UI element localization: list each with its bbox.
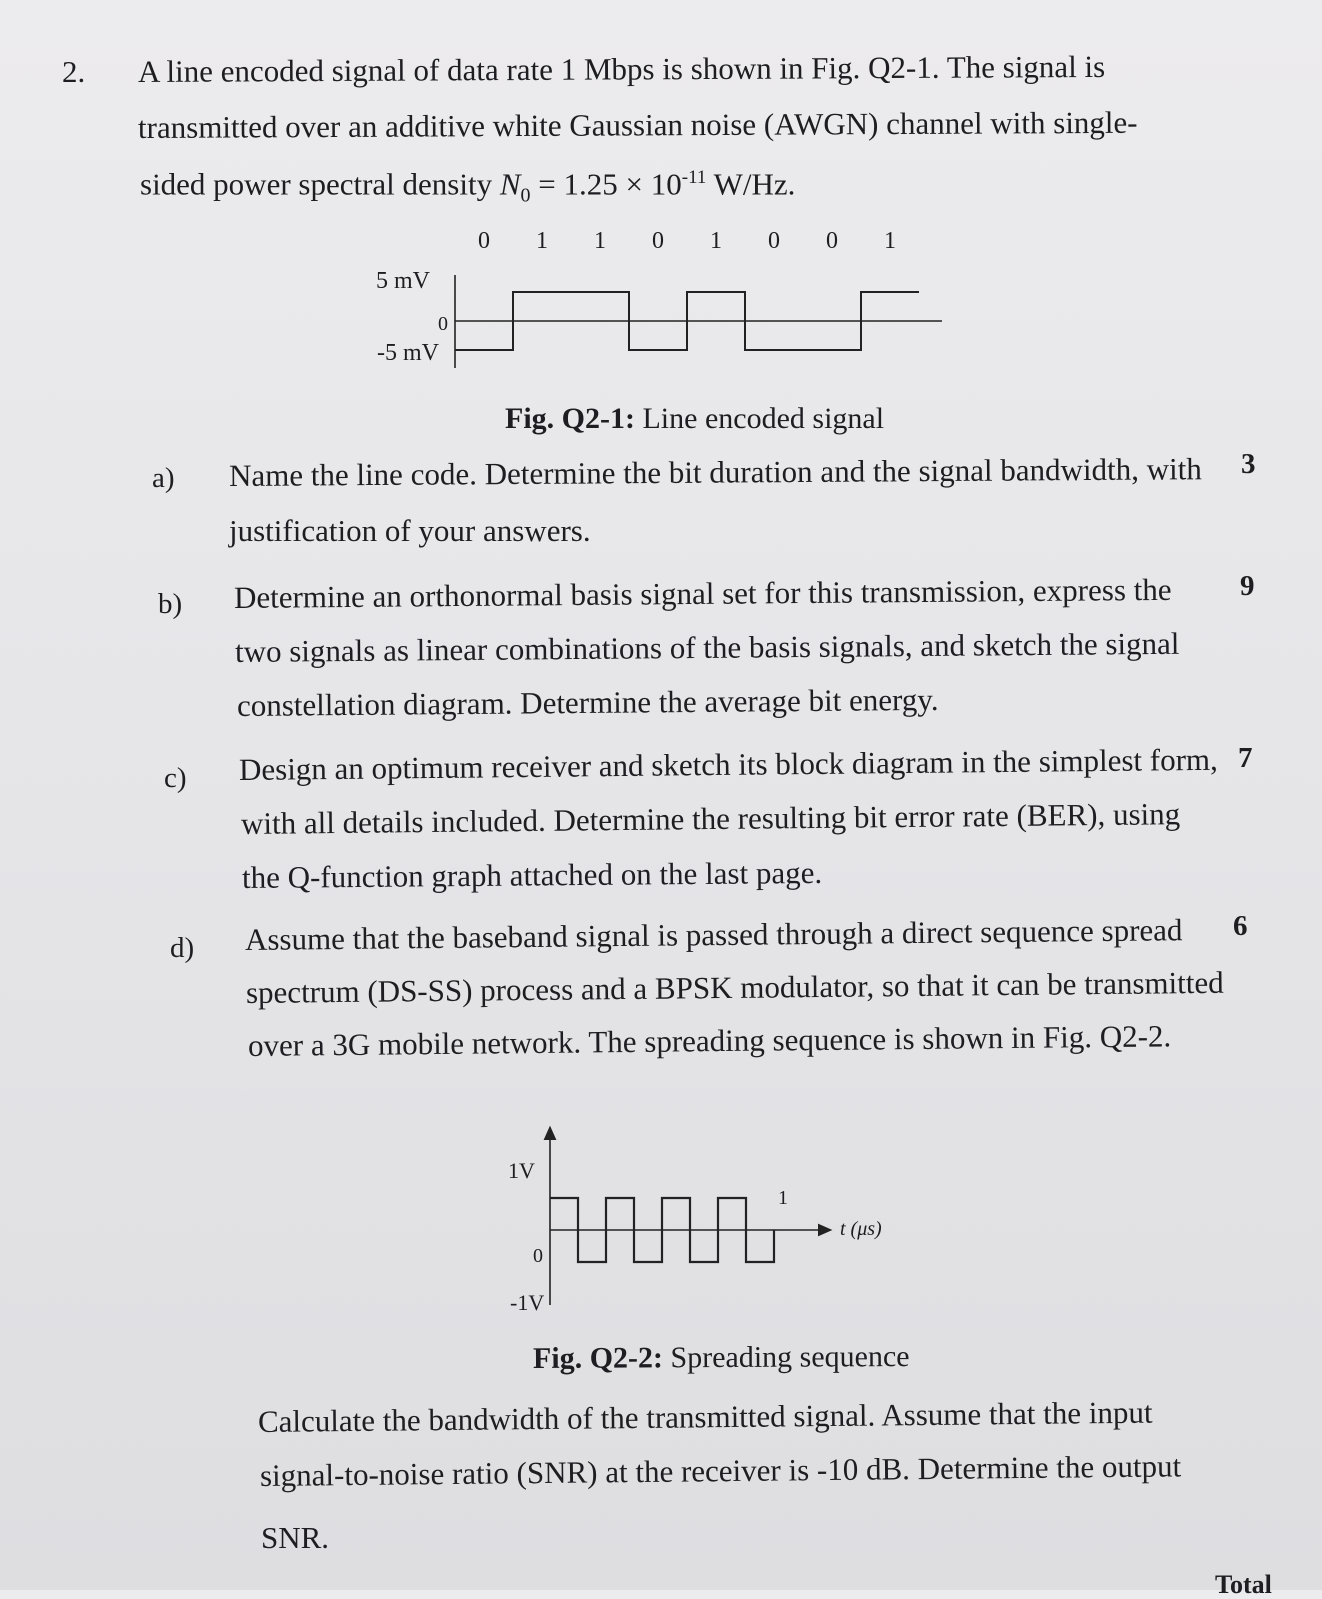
fig1-caption	[505, 404, 884, 434]
fig2-ymax-label: 1V	[508, 1158, 535, 1183]
fig2-end-label: 1	[778, 1187, 788, 1209]
psd-prefix: sided power spectral density	[140, 166, 500, 202]
fig1-bit-label: 1	[594, 228, 606, 254]
fig1-ymax-label: 5 mV	[376, 268, 430, 294]
psd-exponent: -11	[681, 167, 707, 188]
part-c-marks: 7	[1238, 742, 1253, 774]
figure-q2-2	[490, 1120, 910, 1320]
total-label: Total	[1215, 1570, 1272, 1599]
fig1-bit-label: 1	[536, 228, 548, 254]
part-b-line-2: two signals as linear combinations of the basis signals, and sketch the signal	[234, 625, 1180, 669]
part-a-line-2: justification of your answers.	[229, 513, 591, 548]
part-d-followup-line-3: SNR.	[261, 1520, 330, 1555]
part-a-label: a)	[152, 462, 175, 494]
part-d-followup-line-1: Calculate the bandwidth of the transmitted signal. Assume that the input	[257, 1394, 1153, 1439]
part-d-followup-line-2: signal-to-noise ratio (SNR) at the receiver is -10 dB. Determine the output	[259, 1448, 1182, 1493]
fig2-zero-label: 0	[533, 1245, 543, 1267]
psd-value: = 1.25 × 10	[530, 166, 682, 202]
question-number: 2.	[62, 54, 86, 89]
fig1-bit-label: 0	[768, 228, 780, 254]
part-a-marks: 3	[1241, 448, 1256, 480]
fig2-caption-bold: Fig. Q2-2:	[532, 1341, 664, 1375]
part-d-line-1: Assume that the baseband signal is passed through a direct sequence spread	[244, 912, 1183, 957]
part-b-label: b)	[158, 588, 183, 620]
fig1-caption-text: Line encoded signal	[634, 402, 885, 435]
fig2-axis-label: t (μs)	[840, 1218, 882, 1240]
psd-subscript: 0	[520, 184, 531, 207]
part-b-line-1: Determine an orthonormal basis signal set for this transmission, express the	[233, 571, 1172, 615]
fig1-bit-label: 1	[884, 228, 896, 254]
fig1-zero-label: 0	[438, 313, 448, 335]
question-psd-line	[140, 168, 795, 206]
part-d-line-3: over a 3G mobile network. The spreading sequence is shown in Fig. Q2-2.	[247, 1018, 1172, 1063]
psd-unit: W/Hz.	[706, 166, 796, 202]
part-b-line-3: constellation diagram. Determine the average bit energy.	[236, 681, 939, 723]
part-a-line-1: Name the line code. Determine the bit duration and the signal bandwidth, with	[228, 451, 1202, 493]
part-c-line-1: Design an optimum receiver and sketch its block diagram in the simplest form,	[238, 741, 1218, 787]
fig2-ymin-label: -1V	[510, 1290, 545, 1315]
fig1-ymin-label: -5 mV	[377, 340, 439, 366]
psd-symbol: N	[499, 166, 521, 202]
part-c-line-3: the Q-function graph attached on the last page.	[241, 854, 823, 895]
part-c-line-2: with all details included. Determine the resulting bit error rate (BER), using	[240, 796, 1181, 841]
figure-q2-1	[350, 220, 970, 390]
fig1-bit-label: 1	[710, 228, 722, 254]
part-d-marks: 6	[1233, 910, 1248, 942]
part-d-line-2: spectrum (DS-SS) process and a BPSK modulator, so that it can be transmitted	[245, 964, 1224, 1010]
question-intro-line-2: transmitted over an additive white Gaussian noise (AWGN) channel with single-	[137, 104, 1138, 145]
fig2-caption	[533, 1342, 910, 1374]
part-c-label: c)	[164, 762, 187, 794]
fig1-caption-bold: Fig. Q2-1:	[505, 402, 635, 435]
fig1-bit-label: 0	[826, 228, 838, 254]
question-intro-line-1: A line encoded signal of data rate 1 Mbps is shown in Fig. Q2-1. The signal is	[137, 48, 1106, 89]
fig2-caption-text: Spreading sequence	[662, 1340, 910, 1375]
fig1-bit-label: 0	[478, 228, 490, 254]
fig1-bit-label: 0	[652, 228, 664, 254]
part-b-marks: 9	[1240, 570, 1255, 602]
part-d-label: d)	[170, 932, 195, 964]
